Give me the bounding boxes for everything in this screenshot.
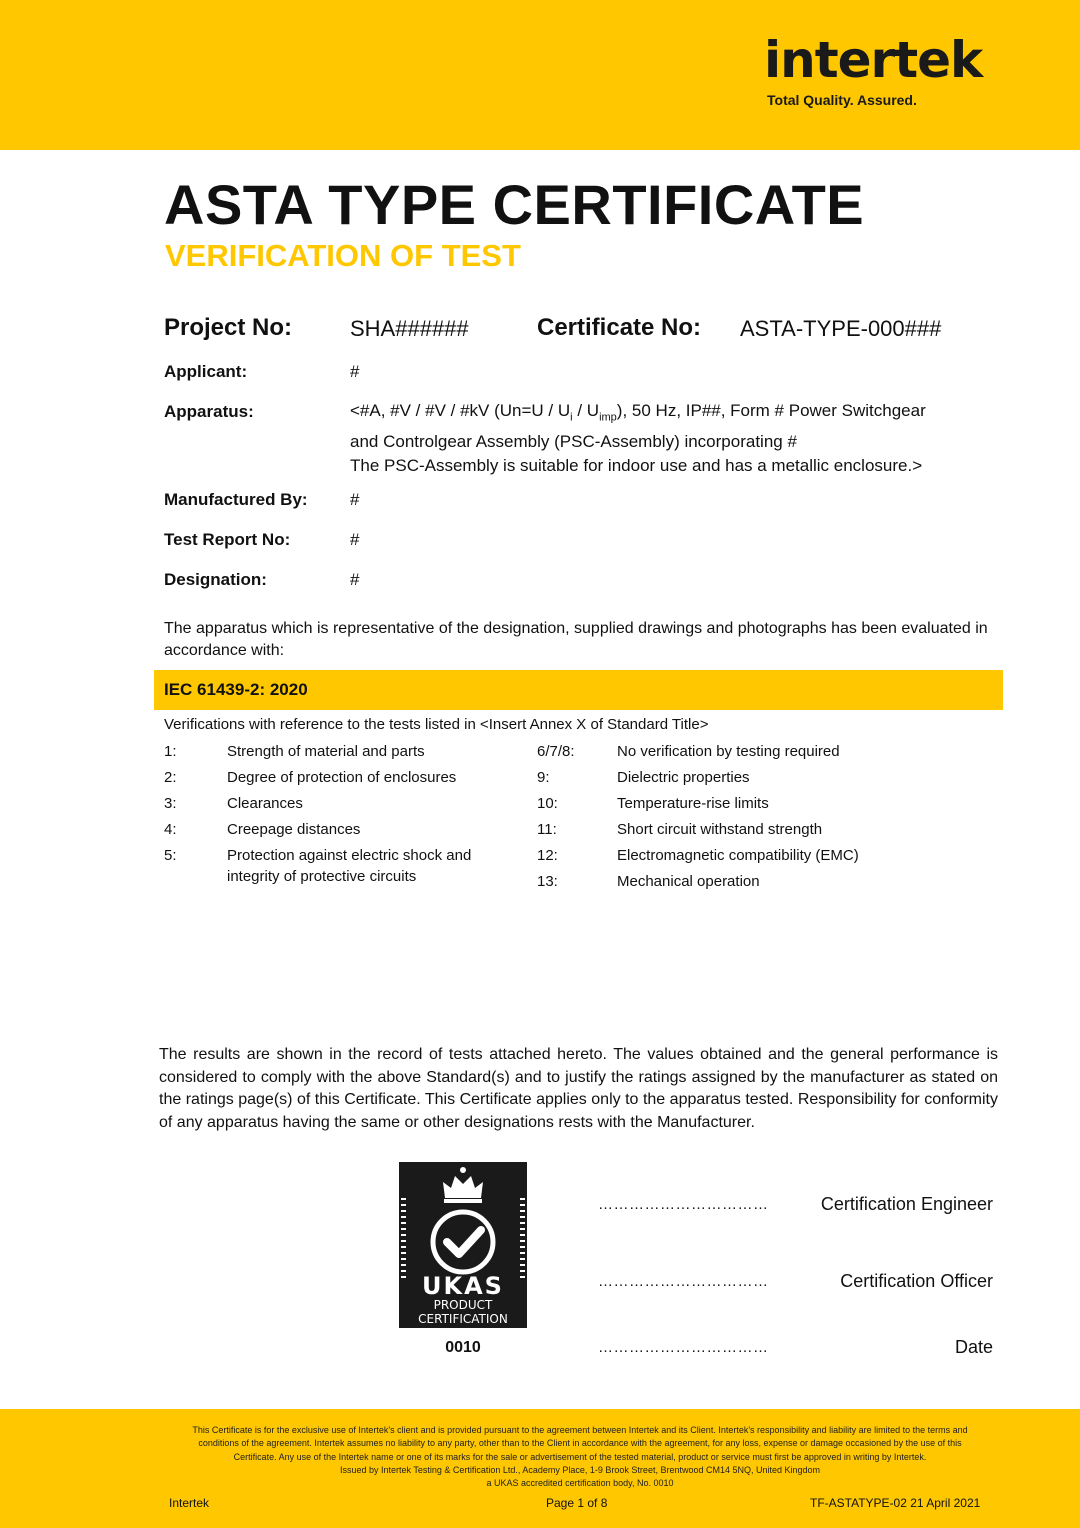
verification-text: Short circuit withstand strength — [617, 821, 823, 838]
manufactured-by-label: Manufactured By: — [164, 490, 308, 509]
verification-number: 6/7/8: — [537, 743, 575, 760]
apparatus-description — [350, 399, 1010, 479]
designation-label: Designation: — [164, 570, 267, 589]
ukas-crown-check-icon — [399, 1162, 527, 1328]
disclaimer-line: a UKAS accredited certification body, No. 0010 — [486, 1478, 674, 1489]
standard-name: IEC 61439-2: 2020 — [164, 680, 308, 699]
verification-text: Creepage distances — [227, 821, 361, 838]
disclaimer-line: This Certificate is for the exclusive use of Intertek's client and is provided pursuant to the agreement between Intertek and its Client. Intertek's responsibility and liability are limited to the terms and — [192, 1425, 968, 1435]
certification-officer-label: Certification Officer — [840, 1271, 993, 1291]
project-label: Project No: — [164, 314, 293, 341]
verification-number: 12: — [537, 847, 558, 864]
project-value: SHA###### — [350, 316, 469, 341]
verification-number: 10: — [537, 795, 558, 812]
verification-text: Degree of protection of enclosures — [227, 769, 457, 786]
apparatus-line-3: The PSC-Assembly is suitable for indoor use and has a metallic enclosure.> — [350, 456, 923, 476]
test-report-label: Test Report No: — [164, 530, 291, 549]
ukas-certification-mark — [399, 1162, 527, 1328]
apparatus-label: Apparatus: — [164, 402, 254, 421]
ukas-line-2: CERTIFICATION — [418, 1312, 508, 1326]
verification-number: 13: — [537, 873, 558, 890]
disclaimer-line: Issued by Intertek Testing & Certification Ltd., Academy Place, 1-9 Brook Street, Brentwood CM14 5NQ, United Kingdom — [339, 1464, 821, 1475]
verification-text: Clearances — [227, 795, 303, 812]
page-subtitle: VERIFICATION OF TEST — [165, 238, 521, 273]
page-title: ASTA TYPE CERTIFICATE — [164, 173, 865, 236]
disclaimer-line: Certificate. Any use of the Intertek name or one of its marks for the sale or advertisement of the tested material, product or service must first be approved in writing by Intertek. — [233, 1451, 927, 1462]
intro-paragraph: The apparatus which is representative of the designation, supplied drawings and photographs has been evaluated in accordance with: — [164, 620, 988, 659]
test-report-value: # — [350, 530, 360, 549]
verification-text: Strength of material and parts — [227, 743, 425, 760]
date-label: Date — [954, 1337, 993, 1357]
signature-line: …………………………… — [598, 1196, 769, 1213]
disclaimer-line: conditions of the agreement. Intertek assumes no liability to any party, other than to the Client in accordance with the agreement, for any loss, expense or damage occasioned by the use of this — [198, 1438, 962, 1449]
certification-engineer-label: Certification Engineer — [820, 1194, 993, 1214]
certificate-value: ASTA-TYPE-000### — [740, 316, 942, 341]
verifications-heading: Verifications with reference to the tests listed in <Insert Annex X of Standard Title> — [164, 716, 709, 733]
apparatus-line-1: <#A, #V / #V / #kV $(Un=U / U_i / U_{imp})$, 50 Hz, IP##, Form # Power Switchgear — [350, 401, 926, 424]
manufactured-by-value: # — [350, 490, 360, 509]
signature-line: …………………………… — [598, 1339, 769, 1356]
verification-text: Protection against electric shock and integrity of protective circuits — [227, 847, 472, 885]
verification-number: 11: — [537, 821, 557, 838]
designation-value: # — [350, 570, 360, 589]
ukas-line-1: PRODUCT — [433, 1298, 493, 1312]
applicant-value: # — [350, 362, 360, 381]
verification-text: Mechanical operation — [617, 873, 760, 890]
certificate-label: Certificate No: — [537, 314, 702, 341]
signature-line: …………………………… — [598, 1273, 769, 1290]
ukas-number: 0010 — [445, 1339, 481, 1356]
logo-wordmark: intertek — [764, 31, 983, 89]
verification-number: 5: — [164, 847, 177, 864]
ukas-word: UKAS — [422, 1272, 504, 1300]
verification-text: Electromagnetic compatibility (EMC) — [617, 847, 859, 864]
verification-number: 1: — [164, 743, 177, 760]
footer-company: Intertek — [169, 1496, 210, 1510]
apparatus-line-2: and Controlgear Assembly (PSC-Assembly) incorporating # — [350, 431, 797, 451]
verification-text: No verification by testing required — [617, 743, 840, 760]
applicant-label: Applicant: — [164, 362, 248, 381]
verification-number: 3: — [164, 795, 177, 812]
verification-text: Temperature-rise limits — [617, 795, 769, 812]
footer-disclaimer — [130, 1424, 1030, 1490]
results-paragraph: The results are shown in the record of tests attached hereto. The values obtained and the general performance is considered to comply with the above Standard(s) and to justify the ratings assigned by the manufacturer as stated on the ratings page(s) of this Certificate. This Certificate applies only to the apparatus tested. Responsibility for conformity of any apparatus having the same or other designations rests with the Manufacturer. — [159, 1046, 998, 1131]
verification-number: 9: — [537, 769, 550, 786]
footer-form-reference: TF-ASTATYPE-02 21 April 2021 — [810, 1496, 981, 1510]
intertek-logo — [764, 30, 984, 108]
footer-page-number: Page 1 of 8 — [546, 1496, 608, 1510]
verification-number: 4: — [164, 821, 177, 838]
logo-tagline: Total Quality. Assured. — [767, 92, 917, 108]
standard-band — [154, 670, 1003, 710]
verification-number: 2: — [164, 769, 177, 786]
verification-text: Dielectric properties — [617, 769, 750, 786]
